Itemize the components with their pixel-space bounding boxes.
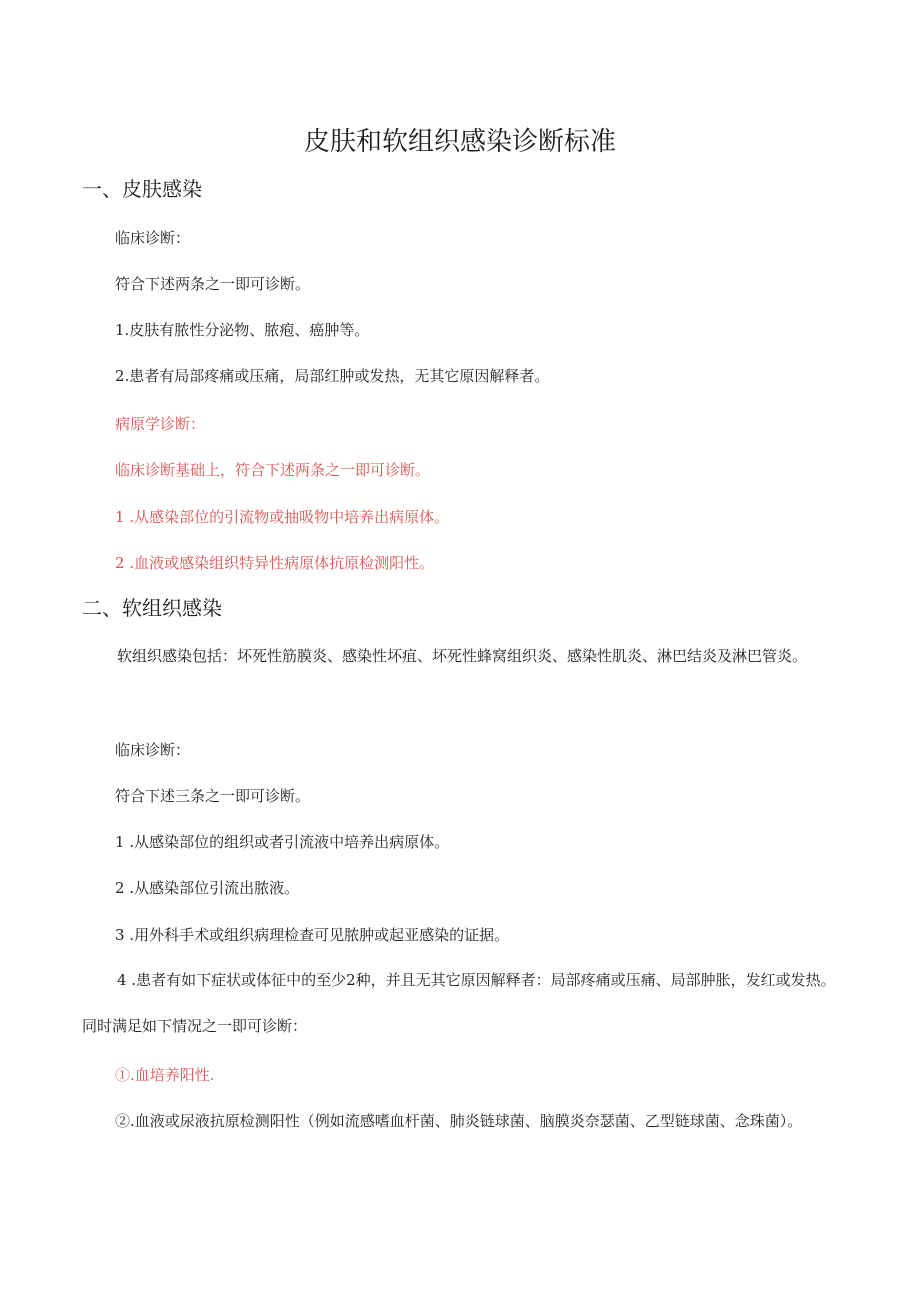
sub-item-1: ①.血培养阳性. xyxy=(115,1066,215,1084)
sub-item-2 xyxy=(82,1098,842,1144)
clinical-diagnosis-label: 临床诊断： xyxy=(115,229,191,247)
pathogen-diagnosis-rule: 临床诊断基础上，符合下述两条之一即可诊断。 xyxy=(115,461,431,479)
clinical-item-2: 2.患者有局部疼痛或压痛，局部红肿或发热，无其它原因解释者。 xyxy=(115,367,550,385)
soft-tissue-item-3: 3 .用外科手术或组织病理检查可见脓肿或起亚感染的证据。 xyxy=(115,926,510,944)
section-heading-skin-infection: 一、皮肤感染 xyxy=(82,177,202,201)
soft-tissue-intro-text: 软组织感染包括：坏死性筋膜炎、感染性坏疽、坏死性蜂窝组织炎、感染性肌炎、淋巴结炎及淋巴管炎。 xyxy=(117,647,808,665)
pathogen-diagnosis-label: 病原学诊断： xyxy=(115,415,206,433)
soft-tissue-item-2: 2 .从感染部位引流出脓液。 xyxy=(115,879,300,897)
soft-tissue-item-4 xyxy=(82,957,842,1049)
soft-tissue-item-4-text: 4 .患者有如下症状或体征中的至少2种，并且无其它原因解释者：局部疼痛或压痛、局部肿胀，发红或发热。同时满足如下情况之一即可诊断： xyxy=(82,971,836,1035)
pathogen-item-1: 1 .从感染部位的引流物或抽吸物中培养出病原体。 xyxy=(115,508,450,526)
pathogen-item-2: 2 .血液或感染组织特异性病原体抗原检测阳性。 xyxy=(115,554,435,572)
sub-item-2-text: ②.血液或尿液抗原检测阳性（例如流感嗜血杆菌、肺炎链球菌、脑膜炎奈瑟菌、乙型链球菌、念珠菌）。 xyxy=(115,1112,803,1130)
document-title: 皮肤和软组织感染诊断标准 xyxy=(303,127,616,157)
soft-tissue-intro xyxy=(82,633,842,679)
soft-tissue-item-1: 1 .从感染部位的组织或者引流液中培养出病原体。 xyxy=(115,833,450,851)
section-heading-soft-tissue-infection: 二、软组织感染 xyxy=(82,596,222,620)
clinical-item-1: 1.皮肤有脓性分泌物、脓疱、癌肿等。 xyxy=(115,321,370,339)
clinical-diagnosis-rule: 符合下述两条之一即可诊断。 xyxy=(115,275,311,293)
soft-tissue-clinical-label: 临床诊断： xyxy=(115,741,191,759)
soft-tissue-clinical-rule: 符合下述三条之一即可诊断。 xyxy=(115,787,311,805)
